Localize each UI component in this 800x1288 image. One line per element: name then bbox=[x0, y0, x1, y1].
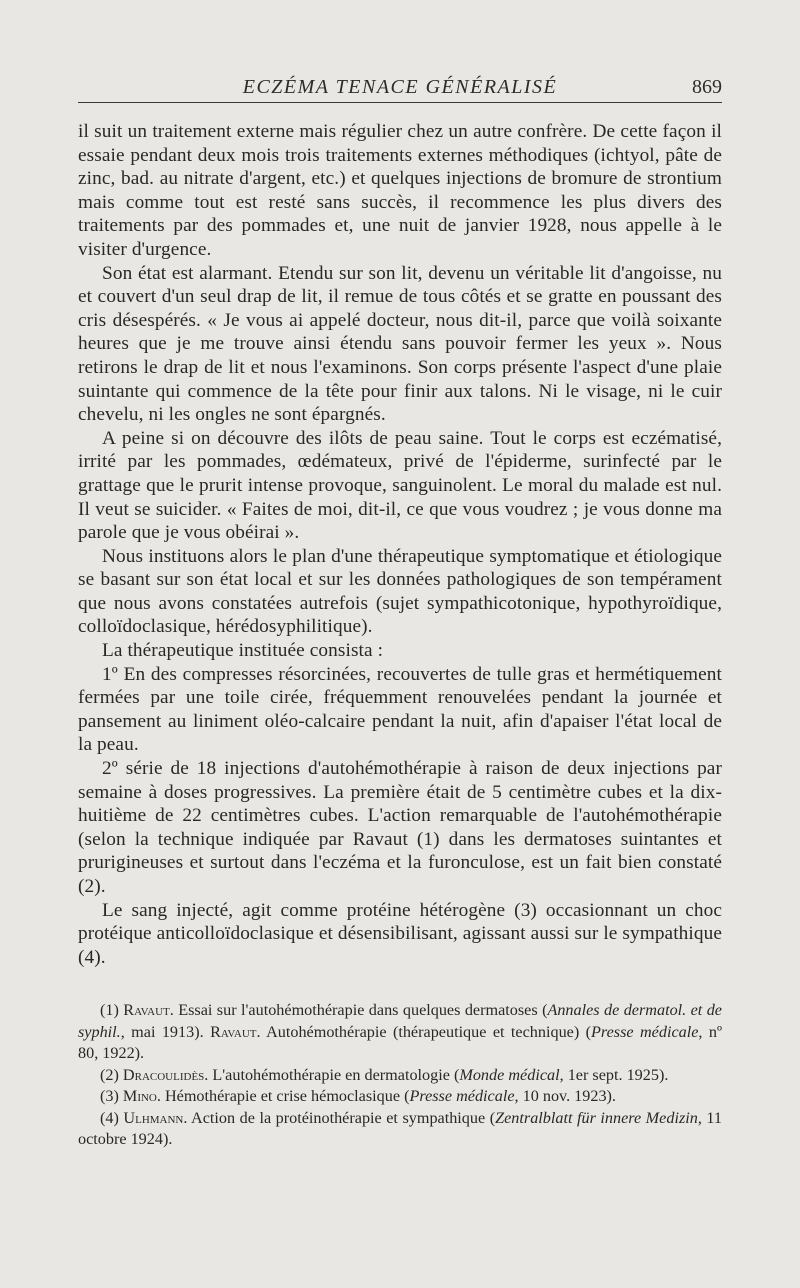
footnote-journal: Annales de dermatol. et de syphil. bbox=[78, 1001, 722, 1041]
footnote-author: Dracoulidès bbox=[122, 1065, 205, 1084]
footnote-text: . L'autohémothérapie en dermatologie ( bbox=[204, 1065, 460, 1084]
footnote-journal: Monde médical bbox=[459, 1065, 560, 1084]
paragraph: Son état est alarmant. Etendu sur son lit, devenu un véritable lit d'angoisse, nu et couvert d'un seul drap de lit, il remue de tous côtés et se gratte en poussant des cris désespérés. « Je vous ai appelé docteur, nous dit-il, parce que voilà soixante heures que je me trouve ainsi étendu sans pouvoir fermer les yeux ». Nous retirons le drap de lit et nous l'examinons. Son corps présente l'aspect d'une plaie suintante qui commence de la tête pour finir aux talons. Ni le visage, ni le cuir chevelu, ni les ongles ne sont épargnés. bbox=[78, 262, 722, 426]
paragraph: Le sang injecté, agit comme protéine hétérogène (3) occasionnant un choc protéique anticolloïdoclasique et désensibilisant, agissant aussi sur le sympathique (4). bbox=[78, 899, 723, 968]
footnote-marker: (4) bbox=[100, 1108, 124, 1127]
footnote-marker: (3) bbox=[100, 1087, 123, 1105]
paragraph: A peine si on découvre des ilôts de peau saine. Tout le corps est eczématisé, irrité par les pommades, œdémateux, privé de l'épiderme, surinfecté par le grattage que le prurit intense provoque, sanguinolent. Le moral du malade est nul. Il veut se suicider. « Faites de moi, dit-il, ce que vous voudrez ; je vous donne ma parole que je vous obéirai ». bbox=[78, 427, 722, 544]
paragraph: 1º En des compresses résorcinées, recouvertes de tulle gras et hermétiquement fermées par une toile cirée, fréquemment renouvelées pendant la journée et pansement au liniment oléo-calcaire pendant la nuit, afin d'apaiser l'état local de la peau. bbox=[78, 663, 722, 756]
footnote-text: . Essai sur l'autohémothérapie dans quelques dermatoses ( bbox=[169, 1001, 548, 1019]
running-title: ECZÉMA TENACE GÉNÉRALISÉ bbox=[242, 76, 558, 98]
footnote-text: , mai 1913). bbox=[120, 1022, 211, 1041]
footnotes bbox=[78, 1000, 722, 1151]
footnote-marker: (2) bbox=[100, 1065, 123, 1084]
footnote-text: , 1er sept. 1925). bbox=[559, 1065, 669, 1084]
footnote-1 bbox=[78, 1000, 722, 1065]
footnote-journal: Presse médicale bbox=[591, 1022, 699, 1041]
footnote-author: Ulhmann bbox=[123, 1108, 184, 1127]
footnote-text: . Action de la protéinothérapie et sympathique ( bbox=[183, 1108, 496, 1127]
footnote-2 bbox=[78, 1065, 722, 1087]
paragraph: La thérapeutique instituée consista : bbox=[102, 640, 384, 662]
paragraph: Nous instituons alors le plan d'une thérapeutique symptomatique et étiologique se basant sur son état local et sur les données pathologiques de son tempérament que nous avons constatées autrefois (sujet sympathicotonique, hypothyroïdique, colloïdoclasique, hérédosyphilitique). bbox=[78, 545, 722, 638]
footnote-author: Mino bbox=[122, 1087, 157, 1105]
footnote-text: , 11 octobre 1924). bbox=[78, 1108, 723, 1148]
paragraph: 2º série de 18 injections d'autohémothérapie à raison de deux injections par semaine à doses progressives. La première était de 5 centimètre cubes et la dix-huitième de 22 centimètres cubes. L'action remarquable de l'autohémothérapie (selon la technique indiquée par Ravaut (1) dans les dermatoses suintantes et prurigineuses et surtout dans l'eczéma et la furonculose, est un fait bien constaté (2). bbox=[78, 758, 722, 897]
footnote-text: . Hémothérapie et crise hémoclasique ( bbox=[156, 1087, 410, 1105]
footnote-4 bbox=[78, 1108, 722, 1151]
footnote-text: . Autohémothérapie (thérapeutique et technique) ( bbox=[256, 1022, 592, 1041]
page-header bbox=[78, 72, 722, 103]
footnote-author: Ravaut bbox=[210, 1022, 257, 1041]
footnote-text: , nº 80, 1922). bbox=[78, 1022, 722, 1062]
paragraph: il suit un traitement externe mais régulier chez un autre confrère. De cette façon il essaie pendant deux mois trois traitements externes méthodiques (ichtyol, pâte de zinc, bad. au nitrate d'argent, etc.) et quelques injections de bromure de strontium mais comme tout est resté sans succès, il recommence les plus divers des traitements par des pommades et, une nuit de janvier 1928, nous appelle à le visiter d'urgence. bbox=[78, 121, 722, 260]
footnote-journal: Zentralblatt für innere Medizin bbox=[495, 1108, 698, 1127]
footnote-3 bbox=[78, 1086, 722, 1108]
main-text bbox=[78, 120, 722, 969]
footnote-journal: Presse médicale bbox=[409, 1087, 515, 1105]
footnote-text: , 10 nov. 1923). bbox=[514, 1087, 616, 1105]
footnote-marker: (1) bbox=[100, 1001, 124, 1019]
footnote-author: Ravaut bbox=[123, 1001, 170, 1019]
page-number: 869 bbox=[692, 76, 722, 98]
